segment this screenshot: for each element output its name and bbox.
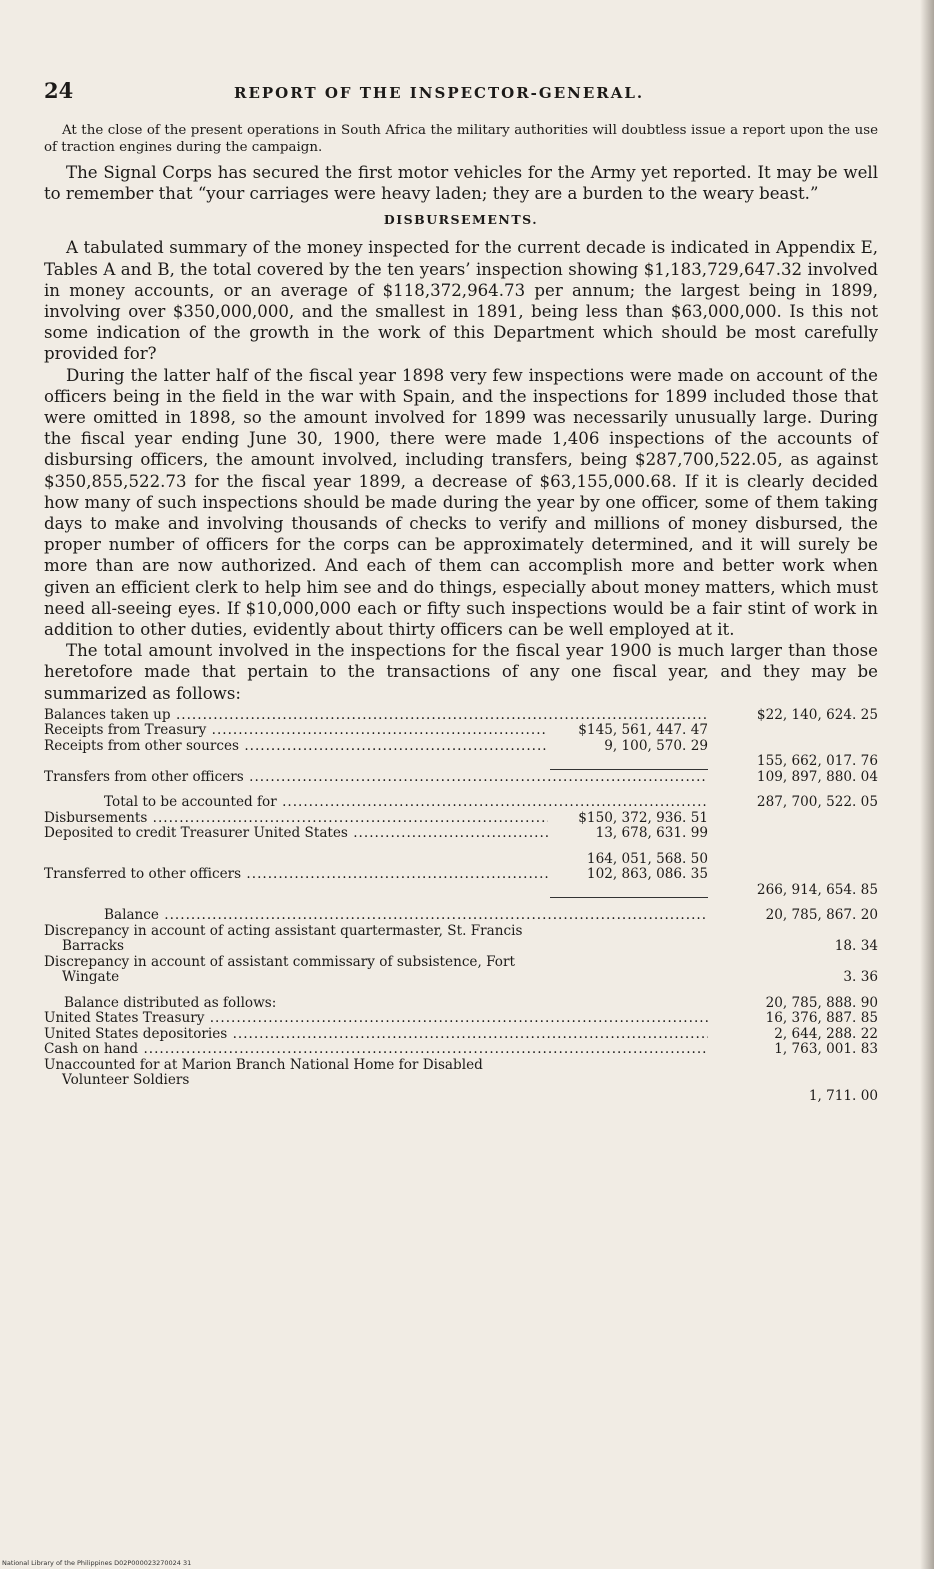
ledger-row: Balance ..... 20, 785, 867. 20 xyxy=(44,908,878,924)
ledger-table xyxy=(44,708,878,1105)
ledger-row: 1, 711. 00 xyxy=(808,1087,878,1104)
ledger-rule-row: 155, 662, 017. 76 xyxy=(44,754,878,770)
paragraph-signal-corps: The Signal Corps has secured the first motor vehicles for the Army yet reported. It may be well to remember that “your carriages were heavy laden; they are a burden to the weary beast.” xyxy=(44,163,878,204)
running-head: REPORT OF THE INSPECTOR-GENERAL. xyxy=(234,84,645,102)
ledger-row: Disbursements ..... $150, 372, 936. 51 xyxy=(44,811,878,827)
ledger-row: Receipts from other sources ..... 9, 100, 570. 29 xyxy=(44,739,878,755)
ledger-row: Cash on hand ..... 1, 763, 001. 83 xyxy=(44,1042,878,1058)
ledger-row: Transferred to other officers ..... 102, 863, 086. 35 xyxy=(44,867,878,883)
ledger-row: Volunteer Soldiers xyxy=(62,1073,190,1089)
paragraph-summary: A tabulated summary of the money inspected for the current decade is indicated in Appendix E, Tables A and B, the total covered by the ten years’ inspection showing $1,183,729,647.32 involved in money accounts, or an average of $118,372,964.73 per annum; the largest being in 1899, involving over $350,000,000, and the smallest in 1891, being less than $63,000,000. Is this not some indication of the growth in the work of this Department which should be most carefully provided for? xyxy=(44,238,878,364)
ledger-row: United States Treasury ..... 16, 376, 887. 85 xyxy=(44,1011,878,1027)
ledger-row: Deposited to credit Treasurer United States ..... 13, 678, 631. 99 xyxy=(44,826,878,842)
scan-footer: National Library of the Philippines D02P000023270024 31 xyxy=(2,1559,192,1567)
ledger-row: Wingate 3. 36 xyxy=(62,969,878,986)
rule-line xyxy=(550,897,708,898)
section-heading: DISBURSEMENTS. xyxy=(383,212,539,228)
ledger-row: Barracks 18. 34 xyxy=(62,938,878,955)
ledger-row: Discrepancy in account of acting assistant quartermaster, St. Francis xyxy=(44,922,523,939)
ledger-row: Unaccounted for at Marion Branch National Home for Disabled xyxy=(44,1056,483,1073)
ledger-row: Balances taken up ..... $22, 140, 624. 25 xyxy=(44,708,878,724)
ledger-row: United States depositories ..... 2, 644, 288. 22 xyxy=(44,1027,878,1043)
ledger-row: Discrepancy in account of assistant commissary of subsistence, Fort xyxy=(44,953,515,970)
paragraph-fiscal-1898: During the latter half of the fiscal year 1898 very few inspections were made on account of the officers being in the field in the war with Spain, and the inspections for 1899 included those that were omitted in 1898, so the amount involved for 1899 was necessarily unusually large. During the fiscal year ending June 30, 1900, there were made 1,406 inspections of the accounts of disbursing officers, the amount involved, including transfers, being $287,700,522.05, as against $350,855,522.73 for the fiscal year 1899, a decrease of $63,155,000.68. If it is clearly decided how many of such inspections should be made during the year by one officer, some of them taking days to make and involving thousands of checks to verify and millions of money disbursed, the proper number of officers for the corps can be approximately determined, and it will surely be more than are now authorized. And each of them can accomplish more and better work when given an efficient clerk to help him see and do things, especially about money matters, which must need all-seeing eyes. If $10,000,000 each or fifty such inspections would be a fair stint of work in addition to other duties, evidently about thirty officers can be well employed at it. xyxy=(44,365,878,640)
page-number: 24 xyxy=(44,78,74,103)
ledger-row: Transfers from other officers ..... 109, 897, 880. 04 xyxy=(44,770,878,786)
page-header xyxy=(44,78,878,114)
ledger-rule-row: 266, 914, 654. 85 xyxy=(44,883,878,899)
paragraph-total-1900: The total amount involved in the inspections for the fiscal year 1900 is much larger than those heretofore made that pertain to the transactions of any one fiscal year, and they may be summarized as follows: xyxy=(44,641,878,703)
paragraph-south-africa: At the close of the present operations in South Africa the military authorities will doubtless issue a report upon the use of traction engines during the campaign. xyxy=(44,123,878,155)
ledger-row: Total to be accounted for ..... 287, 700, 522. 05 xyxy=(44,795,878,811)
ledger-row: 164, 051, 568. 50 xyxy=(586,850,708,867)
ledger-row: Receipts from Treasury ..... $145, 561, 447. 47 xyxy=(44,723,878,739)
document-page xyxy=(44,78,878,1104)
page-edge-shadow xyxy=(920,0,934,1569)
ledger-row: Balance distributed as follows: 20, 785, 888. 90 xyxy=(64,994,878,1011)
